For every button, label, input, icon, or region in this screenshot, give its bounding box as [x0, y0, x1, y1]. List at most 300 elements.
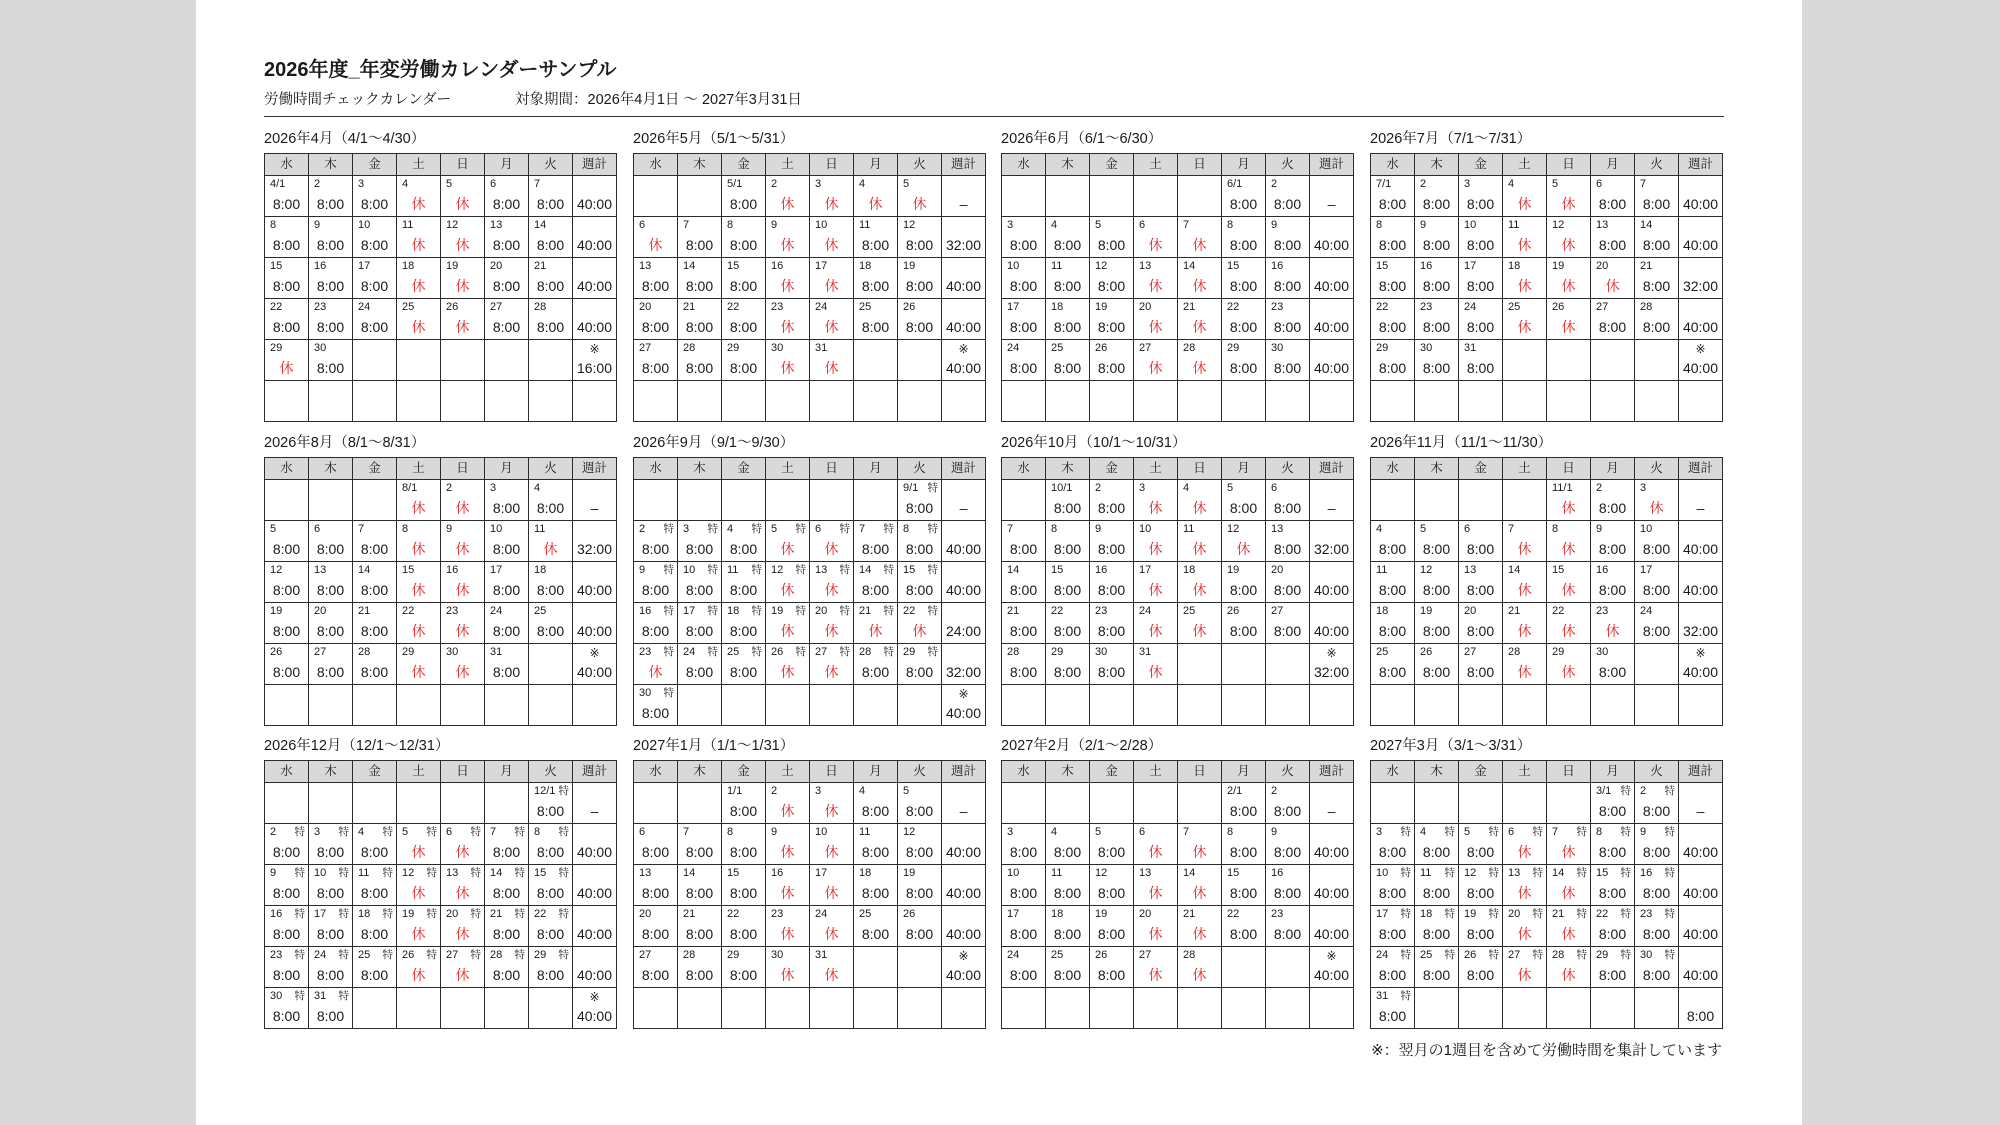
day-date: 17 — [1376, 908, 1389, 920]
day-date: 16 — [270, 908, 283, 920]
day-cell — [1222, 480, 1266, 521]
work-hours: 8:00 — [1466, 623, 1495, 639]
day-date: 2 — [639, 523, 646, 535]
day-cell — [1046, 906, 1090, 947]
day-cell — [1002, 340, 1046, 381]
empty-cell — [766, 480, 810, 521]
day-cell — [1415, 258, 1459, 299]
empty-cell — [353, 685, 397, 726]
work-hours: 8:00 — [1466, 319, 1495, 335]
day-off-label: 休 — [1561, 844, 1576, 860]
empty-cell — [722, 381, 766, 422]
special-day-mark: 特 — [294, 867, 305, 879]
work-hours: 8:00 — [1273, 237, 1302, 253]
day-date: 6 — [639, 826, 646, 838]
work-hours: 8:00 — [1097, 500, 1126, 516]
day-date: 12 — [903, 826, 916, 838]
work-hours: 8:00 — [1466, 885, 1495, 901]
month-block — [1370, 737, 1723, 1029]
day-date: 11 — [534, 523, 546, 535]
day-date: 29 — [727, 949, 740, 961]
day-off-label: 休 — [780, 196, 795, 212]
empty-cell — [1178, 783, 1222, 824]
empty-cell — [353, 381, 397, 422]
day-date: 28 — [490, 949, 503, 961]
day-date: 13 — [639, 867, 652, 879]
day-date: 17 — [490, 564, 503, 576]
day-date: 5 — [903, 785, 910, 797]
day-off-label: 休 — [1192, 237, 1207, 253]
work-hours: 8:00 — [536, 278, 565, 294]
day-cell — [1459, 644, 1503, 685]
weekday-header: 水 — [1002, 458, 1046, 480]
day-date: 7 — [534, 178, 541, 190]
weekly-total-cell — [942, 947, 986, 988]
day-off-label: 休 — [1192, 885, 1207, 901]
work-hours: 8:00 — [905, 844, 934, 860]
work-hours: 8:00 — [1097, 967, 1126, 983]
weekday-header: 月 — [854, 458, 898, 480]
work-hours: 8:00 — [1466, 360, 1495, 376]
day-cell — [1266, 176, 1310, 217]
day-off-label: 休 — [1605, 278, 1620, 294]
day-cell — [722, 824, 766, 865]
day-date: 25 — [1420, 949, 1433, 961]
special-day-mark: 特 — [707, 646, 718, 658]
day-off-label: 休 — [868, 196, 883, 212]
day-cell — [309, 176, 353, 217]
work-hours: 8:00 — [1053, 885, 1082, 901]
day-cell — [898, 865, 942, 906]
day-date: 11 — [1183, 523, 1195, 535]
work-hours: 8:00 — [1229, 623, 1258, 639]
day-date: 22 — [1552, 605, 1565, 617]
day-cell — [265, 521, 309, 562]
day-off-label: 休 — [455, 926, 470, 942]
day-date: 8 — [270, 219, 277, 231]
special-day-mark: 特 — [294, 949, 305, 961]
day-cell — [353, 217, 397, 258]
day-date: 24 — [358, 301, 371, 313]
day-cell — [397, 947, 441, 988]
work-hours: 8:00 — [1642, 926, 1671, 942]
weekday-header: 火 — [529, 761, 573, 783]
weekly-total-cell — [1310, 824, 1354, 865]
special-day-mark: 特 — [558, 785, 569, 797]
day-date: 27 — [639, 949, 652, 961]
day-cell — [1134, 644, 1178, 685]
day-date: 17 — [1464, 260, 1477, 272]
day-cell — [898, 644, 942, 685]
work-hours: 8:00 — [1229, 500, 1258, 516]
weekly-total-cell — [1679, 865, 1723, 906]
day-cell — [441, 644, 485, 685]
day-off-label: 休 — [1561, 278, 1576, 294]
day-date: 7 — [1183, 219, 1190, 231]
work-hours: 8:00 — [641, 885, 670, 901]
day-off-label: 休 — [1561, 967, 1576, 983]
day-cell — [309, 947, 353, 988]
day-off-label: 休 — [1561, 926, 1576, 942]
day-date: 16 — [446, 564, 459, 576]
day-cell — [397, 176, 441, 217]
month-label: 2026年10月（10/1～10/31） — [1001, 435, 1187, 451]
day-cell — [265, 258, 309, 299]
weekly-total-header: 週計 — [942, 154, 986, 176]
weekly-total-note: ※ — [1695, 342, 1706, 356]
day-cell — [1002, 562, 1046, 603]
day-date: 13 — [1596, 219, 1609, 231]
day-cell — [898, 217, 942, 258]
day-cell — [485, 603, 529, 644]
day-cell — [810, 947, 854, 988]
day-cell — [1222, 824, 1266, 865]
day-cell — [1459, 340, 1503, 381]
day-date: 21 — [1183, 908, 1196, 920]
empty-cell — [1266, 381, 1310, 422]
day-date: 22 — [402, 605, 415, 617]
work-hours: 8:00 — [1273, 926, 1302, 942]
work-hours: 8:00 — [1422, 196, 1451, 212]
weekly-total-cell — [1679, 685, 1723, 726]
work-hours: 8:00 — [1273, 885, 1302, 901]
day-cell — [766, 258, 810, 299]
weekly-total-cell — [942, 906, 986, 947]
day-date: 22 — [727, 301, 740, 313]
weekday-header: 日 — [810, 458, 854, 480]
special-day-mark: 特 — [707, 605, 718, 617]
work-hours: 8:00 — [861, 319, 890, 335]
day-date: 11 — [358, 867, 370, 879]
day-off-label: 休 — [455, 885, 470, 901]
work-hours: 8:00 — [272, 967, 301, 983]
day-off-label: 休 — [780, 844, 795, 860]
calendar-grid — [264, 457, 617, 726]
work-hours: 8:00 — [1053, 237, 1082, 253]
day-date: 2 — [1420, 178, 1427, 190]
day-cell — [1178, 480, 1222, 521]
work-hours: 8:00 — [1422, 237, 1451, 253]
day-cell — [1635, 299, 1679, 340]
day-cell — [634, 258, 678, 299]
day-off-label: 休 — [411, 278, 426, 294]
empty-cell — [1547, 340, 1591, 381]
day-date: 16 — [771, 867, 784, 879]
work-hours: 8:00 — [1378, 319, 1407, 335]
day-date: 16 — [314, 260, 327, 272]
day-date: 25 — [534, 605, 547, 617]
day-off-label: 休 — [1517, 319, 1532, 335]
day-date: 12 — [1552, 219, 1565, 231]
empty-cell — [353, 340, 397, 381]
day-off-label: 休 — [455, 582, 470, 598]
day-cell — [766, 865, 810, 906]
special-day-mark: 特 — [382, 949, 393, 961]
day-date: 20 — [1596, 260, 1609, 272]
work-hours: 8:00 — [641, 926, 670, 942]
empty-cell — [1002, 381, 1046, 422]
weekly-total-cell — [573, 947, 617, 988]
work-hours: 8:00 — [1378, 967, 1407, 983]
empty-cell — [1090, 176, 1134, 217]
day-date: 17 — [1007, 908, 1020, 920]
weekly-total-note: ※ — [958, 342, 969, 356]
day-date: 26 — [446, 301, 459, 313]
work-hours: 8:00 — [1097, 844, 1126, 860]
special-day-mark: 特 — [1664, 908, 1675, 920]
day-date: 29 — [1596, 949, 1609, 961]
day-date: 18 — [1376, 605, 1389, 617]
day-date: 8 — [1051, 523, 1058, 535]
day-cell — [441, 480, 485, 521]
day-off-label: 休 — [1192, 500, 1207, 516]
work-hours: 8:00 — [685, 541, 714, 557]
day-date: 7 — [490, 826, 497, 838]
empty-cell — [1046, 783, 1090, 824]
work-hours: 8:00 — [1598, 541, 1627, 557]
day-off-label: 休 — [824, 967, 839, 983]
day-cell — [397, 258, 441, 299]
day-date: 4 — [859, 178, 866, 190]
special-day-mark: 特 — [1576, 826, 1587, 838]
empty-cell — [1635, 340, 1679, 381]
day-date: 19 — [1095, 301, 1108, 313]
work-hours: 8:00 — [1273, 803, 1302, 819]
day-cell — [1134, 906, 1178, 947]
special-day-mark: 特 — [707, 523, 718, 535]
work-hours: 8:00 — [492, 319, 521, 335]
weekly-total-cell — [942, 217, 986, 258]
day-off-label: 休 — [1148, 664, 1163, 680]
weekly-total-value: 40:00 — [1313, 319, 1350, 335]
day-cell — [1090, 258, 1134, 299]
work-hours: 8:00 — [272, 582, 301, 598]
calendar-grid — [1001, 457, 1354, 726]
work-hours: 8:00 — [729, 582, 758, 598]
day-date: 2 — [1596, 482, 1603, 494]
work-hours: 8:00 — [492, 885, 521, 901]
calendar-grid — [633, 153, 986, 422]
day-date: 6 — [639, 219, 646, 231]
day-off-label: 休 — [411, 500, 426, 516]
day-cell — [309, 562, 353, 603]
weekly-total-value: 40:00 — [945, 319, 982, 335]
day-date: 10 — [1007, 260, 1020, 272]
special-day-mark: 特 — [338, 990, 349, 1002]
weekly-total-value: 40:00 — [1682, 541, 1719, 557]
work-hours: 8:00 — [729, 360, 758, 376]
work-hours: 8:00 — [1053, 360, 1082, 376]
day-cell — [722, 340, 766, 381]
day-cell — [1046, 480, 1090, 521]
day-cell — [1134, 947, 1178, 988]
special-day-mark: 特 — [426, 908, 437, 920]
work-hours: 8:00 — [1229, 844, 1258, 860]
weekly-total-value: 32:00 — [1313, 541, 1350, 557]
day-date: 8 — [1552, 523, 1559, 535]
day-date: 3 — [314, 826, 321, 838]
day-date: 29 — [1376, 342, 1389, 354]
empty-cell — [1046, 988, 1090, 1029]
day-date: 10 — [1464, 219, 1477, 231]
day-date: 17 — [1007, 301, 1020, 313]
special-day-mark: 特 — [514, 826, 525, 838]
day-cell — [810, 562, 854, 603]
day-date: 19 — [903, 260, 916, 272]
empty-cell — [1134, 685, 1178, 726]
work-hours: 8:00 — [905, 885, 934, 901]
weekly-total-cell — [573, 480, 617, 521]
weekly-total-value: 40:00 — [1313, 360, 1350, 376]
day-off-label: 休 — [411, 967, 426, 983]
day-cell — [1459, 562, 1503, 603]
day-cell — [678, 906, 722, 947]
day-date: 10 — [815, 219, 828, 231]
weekly-total-value: 40:00 — [945, 885, 982, 901]
day-cell — [1415, 906, 1459, 947]
day-cell — [1046, 340, 1090, 381]
weekly-total-header: 週計 — [1679, 761, 1723, 783]
empty-cell — [854, 988, 898, 1029]
day-cell — [353, 644, 397, 685]
day-off-label: 休 — [780, 926, 795, 942]
day-date: 14 — [358, 564, 371, 576]
day-date: 4/1 — [270, 178, 286, 190]
weekly-total-cell — [1310, 644, 1354, 685]
weekly-total-value: 40:00 — [1682, 967, 1719, 983]
empty-cell — [1046, 685, 1090, 726]
day-cell — [1591, 783, 1635, 824]
empty-cell — [678, 685, 722, 726]
day-cell — [1591, 865, 1635, 906]
day-cell — [722, 562, 766, 603]
day-date: 14 — [1552, 867, 1565, 879]
work-hours: 8:00 — [861, 885, 890, 901]
weekday-header: 土 — [766, 154, 810, 176]
work-hours: 8:00 — [1273, 500, 1302, 516]
empty-cell — [1002, 176, 1046, 217]
day-date: 23 — [1095, 605, 1108, 617]
weekday-header: 金 — [353, 458, 397, 480]
day-off-label: 休 — [1192, 926, 1207, 942]
day-cell — [1547, 603, 1591, 644]
empty-cell — [1178, 381, 1222, 422]
day-date: 20 — [815, 605, 828, 617]
day-date: 14 — [1007, 564, 1020, 576]
day-cell — [1547, 299, 1591, 340]
day-date: 9 — [1271, 219, 1278, 231]
weekly-total-value: 32:00 — [1682, 278, 1719, 294]
day-date: 21 — [1640, 260, 1653, 272]
day-off-label: 休 — [1236, 541, 1251, 557]
work-hours: 8:00 — [861, 844, 890, 860]
special-day-mark: 特 — [426, 949, 437, 961]
day-date: 14 — [534, 219, 547, 231]
empty-cell — [265, 480, 309, 521]
empty-cell — [1591, 685, 1635, 726]
weekday-header: 木 — [1415, 761, 1459, 783]
day-off-label: 休 — [1605, 623, 1620, 639]
calendar-grid — [1001, 153, 1354, 422]
day-cell — [766, 644, 810, 685]
work-hours: 8:00 — [360, 967, 389, 983]
empty-cell — [722, 988, 766, 1029]
day-cell — [1415, 865, 1459, 906]
day-date: 9 — [1095, 523, 1102, 535]
day-date: 18 — [859, 260, 872, 272]
work-hours: 8:00 — [1229, 278, 1258, 294]
special-day-mark: 特 — [426, 826, 437, 838]
weekday-header: 土 — [1503, 761, 1547, 783]
weekly-total-value: 32:00 — [1682, 623, 1719, 639]
day-date: 17 — [815, 867, 828, 879]
month-label: 2026年8月（8/1～8/31） — [264, 435, 426, 451]
day-date: 29 — [270, 342, 283, 354]
special-day-mark: 特 — [294, 908, 305, 920]
work-hours: 8:00 — [272, 926, 301, 942]
day-cell — [1266, 217, 1310, 258]
day-cell — [1222, 340, 1266, 381]
work-hours: 8:00 — [685, 319, 714, 335]
work-hours: 8:00 — [1378, 664, 1407, 680]
day-date: 30 — [446, 646, 459, 658]
day-date: 23 — [446, 605, 459, 617]
work-hours: 8:00 — [1229, 319, 1258, 335]
weekly-total-cell — [942, 480, 986, 521]
work-hours: 8:00 — [641, 623, 670, 639]
day-date: 23 — [1596, 605, 1609, 617]
weekly-total-cell — [573, 988, 617, 1029]
day-date: 20 — [1464, 605, 1477, 617]
day-date: 5 — [903, 178, 910, 190]
special-day-mark: 特 — [707, 564, 718, 576]
weekly-total-cell — [942, 685, 986, 726]
day-off-label: 休 — [824, 623, 839, 639]
special-day-mark: 特 — [663, 605, 674, 617]
day-cell — [1503, 258, 1547, 299]
empty-cell — [1178, 644, 1222, 685]
work-hours: 8:00 — [1422, 541, 1451, 557]
day-cell — [529, 258, 573, 299]
work-hours: 8:00 — [1642, 237, 1671, 253]
special-day-mark: 特 — [1576, 867, 1587, 879]
day-cell — [1266, 480, 1310, 521]
day-cell — [1178, 906, 1222, 947]
empty-cell — [441, 381, 485, 422]
weekday-header: 日 — [1547, 761, 1591, 783]
day-cell — [854, 906, 898, 947]
day-date: 21 — [859, 605, 872, 617]
day-date: 21 — [1508, 605, 1521, 617]
day-date: 24 — [683, 646, 696, 658]
day-cell — [1178, 947, 1222, 988]
work-hours: 8:00 — [1229, 803, 1258, 819]
work-hours: 8:00 — [492, 196, 521, 212]
day-date: 10 — [314, 867, 327, 879]
day-off-label: 休 — [1561, 319, 1576, 335]
empty-cell — [485, 381, 529, 422]
weekday-header: 土 — [397, 154, 441, 176]
day-date: 13 — [446, 867, 459, 879]
work-hours: 8:00 — [1097, 541, 1126, 557]
day-date: 18 — [859, 867, 872, 879]
day-date: 23 — [314, 301, 327, 313]
empty-cell — [1503, 480, 1547, 521]
day-off-label: 休 — [824, 237, 839, 253]
special-day-mark: 特 — [514, 908, 525, 920]
day-off-label: 休 — [1148, 237, 1163, 253]
day-off-label: 休 — [411, 844, 426, 860]
